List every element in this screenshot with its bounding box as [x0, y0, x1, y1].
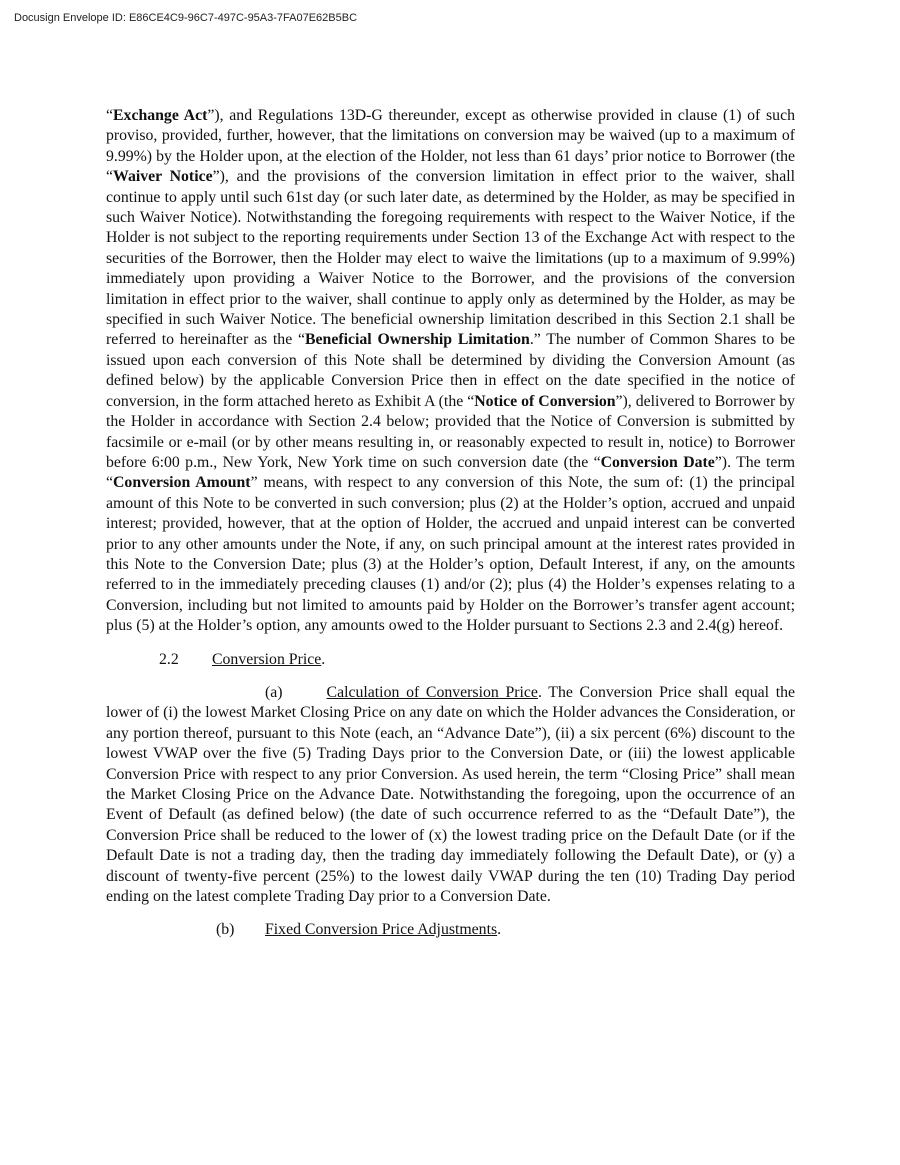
docusign-envelope-id: Docusign Envelope ID: E86CE4C9-96C7-497C-95A3-7FA07E62B5BC: [14, 12, 358, 24]
subsection-title: Fixed Conversion Price Adjustments: [265, 921, 498, 939]
section-2-2-heading: [106, 650, 795, 670]
defined-term-exchange-act: Exchange Act: [113, 107, 208, 124]
subsection-text: . The Conversion Price shall equal the lower of (i) the lowest Market Closing Price on any date on which the Holder advances the Consideration, or any portion thereof, pursuant to this Note (each, an “Advance Date”), (ii) a six percent (6%) discount to the lowest VWAP over the five (5) Trading Days prior to the Conversion Date, or (iii) the lowest applicable Conversion Price with respect to any prior Conversion. As used herein, the term “Closing Price” shall mean the Market Closing Price on the Advance Date. Notwithstanding the foregoing, upon the occurrence of an Event of Default (as defined below) (the date of such occurrence referred to as the “Default Date”), the Conversion Price shall be reduced to the lower of (x) the lowest trading price on the Default Date (or if the Default Date is not a trading day, then the trading day immediately following the Default Date), or (y) a discount of twenty-five percent (25%) to the lowest daily VWAP during the ten (10) Trading Day period ending on the latest complete Trading Day prior to a Conversion Date.: [106, 683, 796, 906]
defined-term-conversion-date: Conversion Date: [600, 453, 715, 471]
defined-term-notice-of-conversion: Notice of Conversion: [474, 392, 616, 410]
section-number: 2.2: [159, 650, 179, 668]
text-run: ”), delivered to Borrower by the Holder in accordance with Section 2.4 below; provided that the Notice of Conversion is submitted by facsimile or e-mail (or by other means resulting in, or reasonably expected to result in, notice) to Borrower before 6:00 p.m., New York, New York time on such conversion date (the “: [106, 392, 796, 471]
text-run: ”), and Regulations 13D-G thereunder, except as otherwise provided in clause (1) of such proviso, provided, further, however, that the limitations on conversion may be waived (up to a maximum of 9.99%) by the Holder upon, at the election of the Holder, not less than 61 days’ prior notice to Borrower (the “: [106, 107, 795, 186]
subsection-a-paragraph: [106, 683, 795, 907]
text-run: ”), and the provisions of the conversion limitation in effect prior to the waiver, shall continue to apply until such 61st day (or such later date, as determined by the Holder, as may be specified in such Waiver Notice). Notwithstanding the foregoing requirements with respect to the Waiver Notice, if the Holder is not subject to the reporting requirements under Section 13 of the Exchange Act with respect to the securities of the Borrower, then the Holder may elect to waive the limitations (up to a maximum of 9.99%) immediately upon providing a Waiver Notice to the Borrower, and the provisions of the conversion limitation in effect prior to the waiver, shall continue to apply only as determined by the Holder, as may be specified in such Waiver Notice. The beneficial ownership limitation described in this Section 2.1 shall be referred to hereinafter as the “: [106, 168, 795, 349]
section-title-period: .: [321, 650, 326, 668]
subsection-label: (b): [216, 921, 235, 939]
defined-term-conversion-amount: Conversion Amount: [113, 474, 251, 492]
defined-term-waiver-notice: Waiver Notice: [113, 168, 213, 186]
document-body: [106, 106, 795, 941]
subsection-title-period: .: [497, 921, 502, 939]
subsection-label: (a): [265, 683, 283, 701]
text-run: .” The number of Common Shares to be issued upon each conversion of this Note shall be determined by dividing the Conversion Amount (as defined below) by the applicable Conversion Price then in effect on the date specified in the notice of conversion, in the form attached hereto as Exhibit A (the “: [106, 331, 795, 410]
text-run: ”). The term “: [106, 453, 795, 492]
text-run: “: [106, 107, 114, 124]
subsection-b-heading: [106, 920, 795, 940]
paragraph-conversion-limitation: [106, 106, 795, 637]
defined-term-beneficial-ownership-limitation: Beneficial Ownership Limitation: [305, 331, 530, 349]
text-run: ” means, with respect to any conversion of this Note, the sum of: (1) the principal amount of this Note to be converted in such conversion; plus (2) at the Holder’s option, accrued and unpaid interest; provided, however, that at the option of Holder, the accrued and unpaid interest can be converted prior to any other amounts under the Note, if any, on such principal amount at the interest rates provided in this Note to the Conversion Date; plus (3) at the Holder’s option, Default Interest, if any, on the amounts referred to in the immediately preceding clauses (1) and/or (2); plus (4) the Holder’s expenses relating to a Conversion, including but not limited to amounts paid by Holder on the Borrower’s transfer agent account; plus (5) at the Holder’s option, any amounts owed to the Holder pursuant to Sections 2.3 and 2.4(g) hereof.: [106, 474, 795, 635]
section-title: Conversion Price: [212, 650, 322, 668]
subsection-title: Calculation of Conversion Price: [326, 683, 538, 701]
